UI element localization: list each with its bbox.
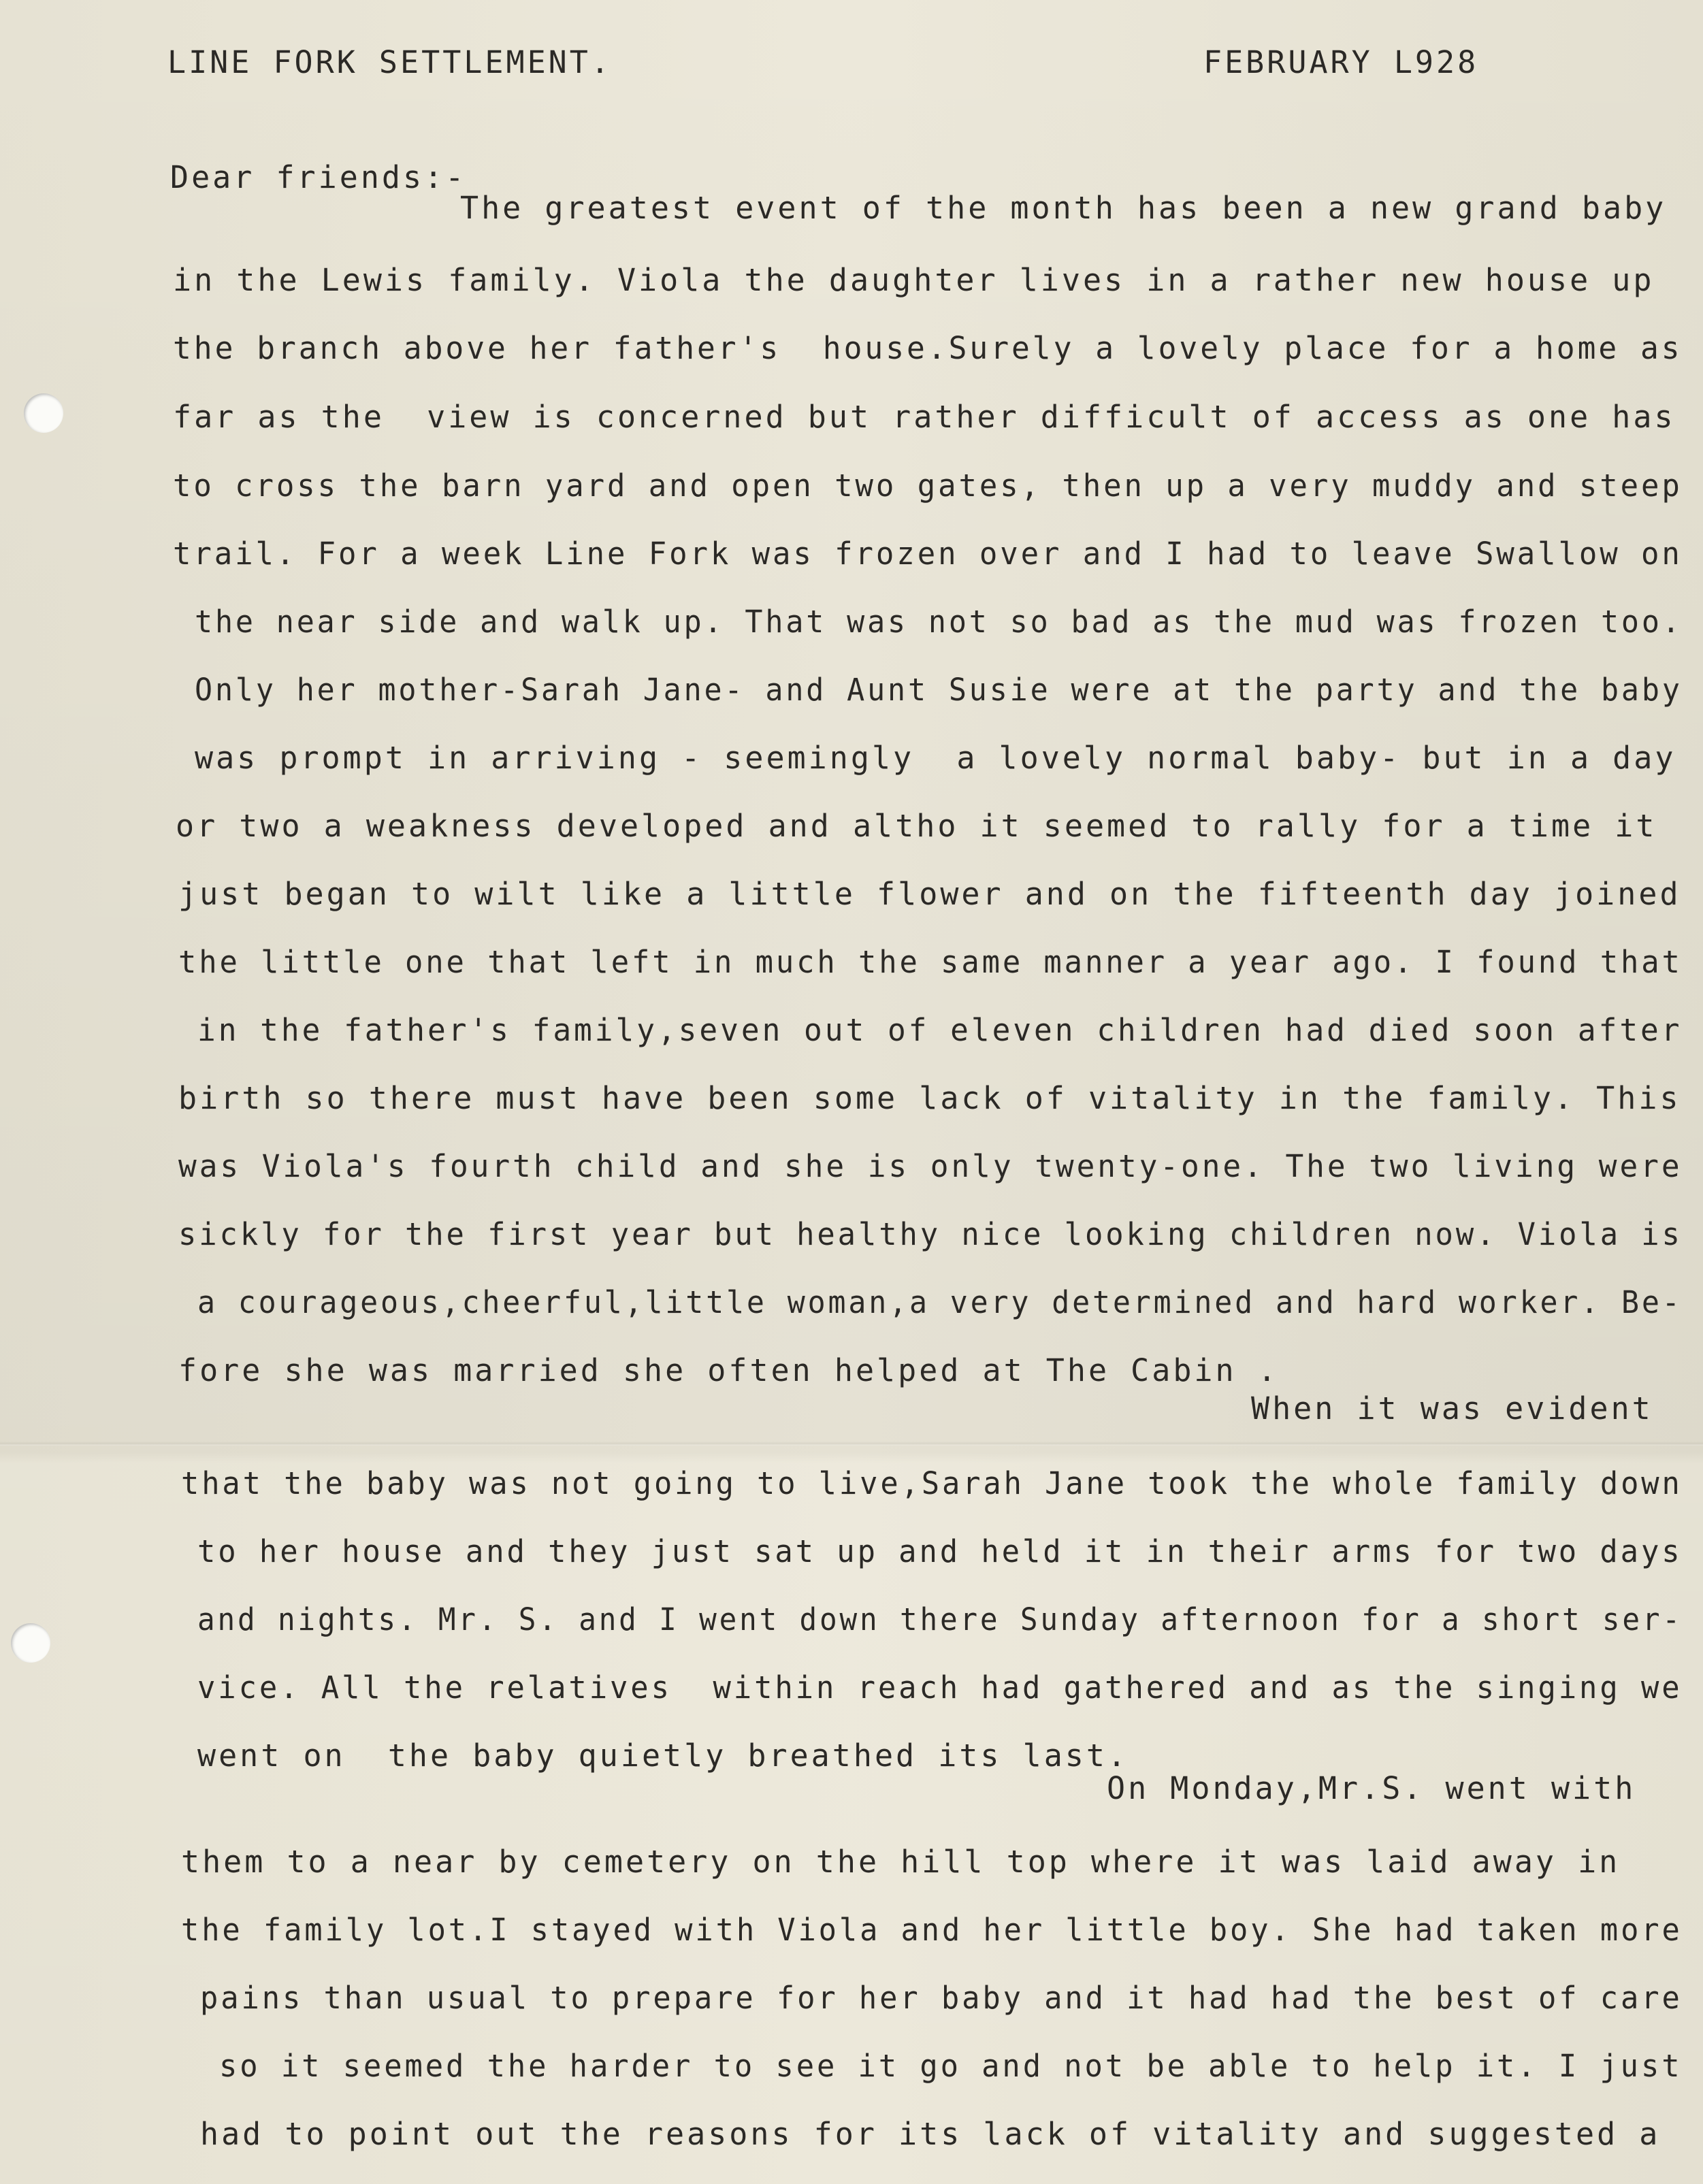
text-line: the near side and walk up. That was not so bad as the mud was frozen too. xyxy=(195,604,1683,640)
text-line: just began to wilt like a little flower and on the fifteenth day joined xyxy=(178,876,1681,912)
text-line: was prompt in arriving - seemingly a lovely normal baby- but in a day xyxy=(195,740,1676,776)
text-line: vice. All the relatives within reach had gathered and as the singing we xyxy=(197,1669,1683,1706)
text-line: so it seemed the harder to see it go and not be able to help it. I just xyxy=(219,2048,1683,2084)
text-line: birth so there must have been some lack of vitality in the family. This xyxy=(178,1080,1681,1116)
text-line: that the baby was not going to live,Sarah Jane took the whole family down xyxy=(181,1465,1683,1501)
text-line: a courageous,cheerful,little woman,a very determined and hard worker. Be- xyxy=(197,1284,1683,1320)
text-line: sickly for the first year but healthy nice looking children now. Viola is xyxy=(178,1216,1683,1252)
paper-fold xyxy=(0,1441,1703,1446)
text-line: to cross the barn yard and open two gates, then up a very muddy and steep xyxy=(173,468,1683,504)
text-line: On Monday,Mr.S. went with xyxy=(1107,1770,1636,1806)
text-line: or two a weakness developed and altho it seemed to rally for a time it xyxy=(176,808,1657,844)
text-line: the branch above her father's house.Surely a lovely place for a home as xyxy=(173,330,1683,366)
text-line: the little one that left in much the same manner a year ago. I found that xyxy=(178,944,1683,980)
text-line: the family lot.I stayed with Viola and her little boy. She had taken more xyxy=(181,1912,1683,1948)
punch-hole-top xyxy=(24,393,63,433)
salutation: Dear friends:- xyxy=(170,159,467,195)
header-date: FEBRUARY L928 xyxy=(1203,44,1479,80)
text-line: had to point out the reasons for its lack of vitality and suggested a xyxy=(200,2116,1661,2152)
text-line: to her house and they just sat up and held it in their arms for two days xyxy=(197,1533,1683,1569)
text-line: Only her mother-Sarah Jane- and Aunt Susie were at the party and the baby xyxy=(195,672,1683,708)
text-line: fore she was married she often helped at The Cabin . xyxy=(178,1352,1279,1388)
header-location: LINE FORK SETTLEMENT. xyxy=(167,44,612,80)
text-line: pains than usual to prepare for her baby and it had had the best of care xyxy=(200,1980,1683,2016)
text-line: The greatest event of the month has been a new grand baby xyxy=(460,190,1667,226)
text-line: in the Lewis family. Viola the daughter lives in a rather new house up xyxy=(173,262,1655,298)
text-line: went on the baby quietly breathed its last. xyxy=(197,1738,1129,1774)
text-line: and nights. Mr. S. and I went down there Sunday afternoon for a short ser- xyxy=(197,1601,1683,1637)
text-line: When it was evident xyxy=(1251,1390,1653,1427)
text-line: in the father's family,seven out of eleven children had died soon after xyxy=(197,1012,1683,1048)
text-line: was Viola's fourth child and she is only twenty-one. The two living were xyxy=(178,1148,1683,1184)
text-line: them to a near by cemetery on the hill top where it was laid away in xyxy=(181,1844,1621,1880)
text-line: trail. For a week Line Fork was frozen over and I had to leave Swallow on xyxy=(173,536,1683,572)
text-line: far as the view is concerned but rather difficult of access as one has xyxy=(173,399,1676,435)
punch-hole-bottom xyxy=(11,1623,50,1663)
